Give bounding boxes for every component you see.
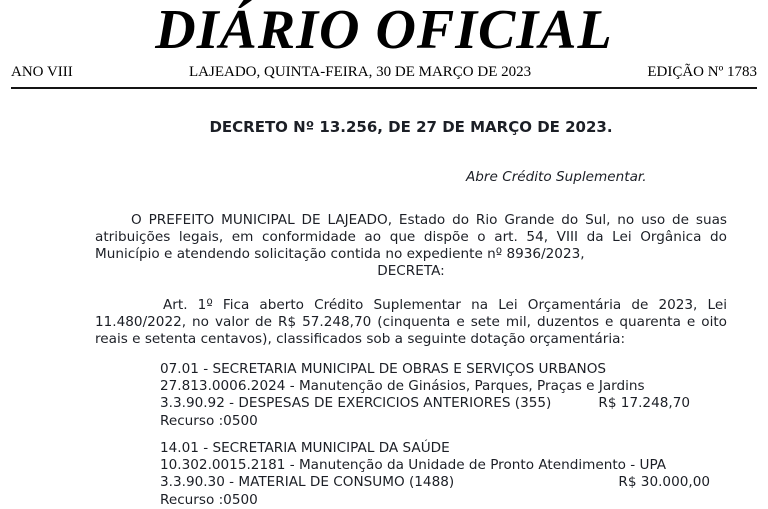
masthead-dateline: LAJEADO, QUINTA-FEIRA, 30 DE MARÇO DE 2023 xyxy=(189,64,532,80)
masthead xyxy=(0,0,768,89)
allocation-expense: 3.3.90.92 - DESPESAS DE EXERCICIOS ANTERIORES (355) xyxy=(160,395,552,412)
decree-body xyxy=(95,119,727,509)
allocation-action: 27.813.0006.2024 - Manutenção de Ginásios, Parques, Praças e Jardins xyxy=(160,377,645,394)
masthead-title: DIÁRIO OFICIAL xyxy=(155,0,613,61)
allocation-expense: 3.3.90.30 - MATERIAL DE CONSUMO (1488) xyxy=(160,474,455,491)
masthead-info-row xyxy=(0,64,768,81)
allocation-resource: Recurso :0500 xyxy=(160,491,258,508)
decree-ementa: Abre Crédito Suplementar. xyxy=(466,169,647,186)
allocation-block-1 xyxy=(160,361,727,430)
decreta-label: DECRETA: xyxy=(377,263,445,280)
allocation-amount-row xyxy=(160,474,710,491)
decree-article-1: Art. 1º Fica aberto Crédito Suplementar na Lei Orçamentária de 2023, Lei 11.480/2022, no valor de R$ 57.248,70 (cinquenta e sete mil, duzentos e quarenta e oito reais e setenta centavos), classificados sob a seguinte dotação orçamentária: xyxy=(95,296,727,348)
allocation-action: 10.302.0015.2181 - Manutenção da Unidade de Pronto Atendimento - UPA xyxy=(160,457,667,474)
allocation-amount: R$ 17.248,70 xyxy=(598,395,690,412)
allocation-secretariat: 14.01 - SECRETARIA MUNICIPAL DA SAÚDE xyxy=(160,439,450,456)
masthead-year: ANO VIII xyxy=(11,64,73,80)
masthead-divider xyxy=(11,87,757,89)
allocation-amount-row xyxy=(160,395,690,412)
allocation-amount: R$ 30.000,00 xyxy=(618,474,710,491)
decree-preamble: O PREFEITO MUNICIPAL DE LAJEADO, Estado do Rio Grande do Sul, no uso de suas atribuições legais, em conformidade ao que dispõe o art. 54, VIII da Lei Orgânica do Município e atendendo solicitação contida no expediente nº 8936/2023, xyxy=(95,211,727,263)
allocation-secretariat: 07.01 - SECRETARIA MUNICIPAL DE OBRAS E SERVIÇOS URBANOS xyxy=(160,360,607,377)
decree-title: DECRETO Nº 13.256, DE 27 DE MARÇO DE 2023. xyxy=(209,118,613,136)
allocation-block-2 xyxy=(160,440,727,509)
masthead-edition: EDIÇÃO Nº 1783 xyxy=(647,64,757,80)
allocation-resource: Recurso :0500 xyxy=(160,412,258,429)
